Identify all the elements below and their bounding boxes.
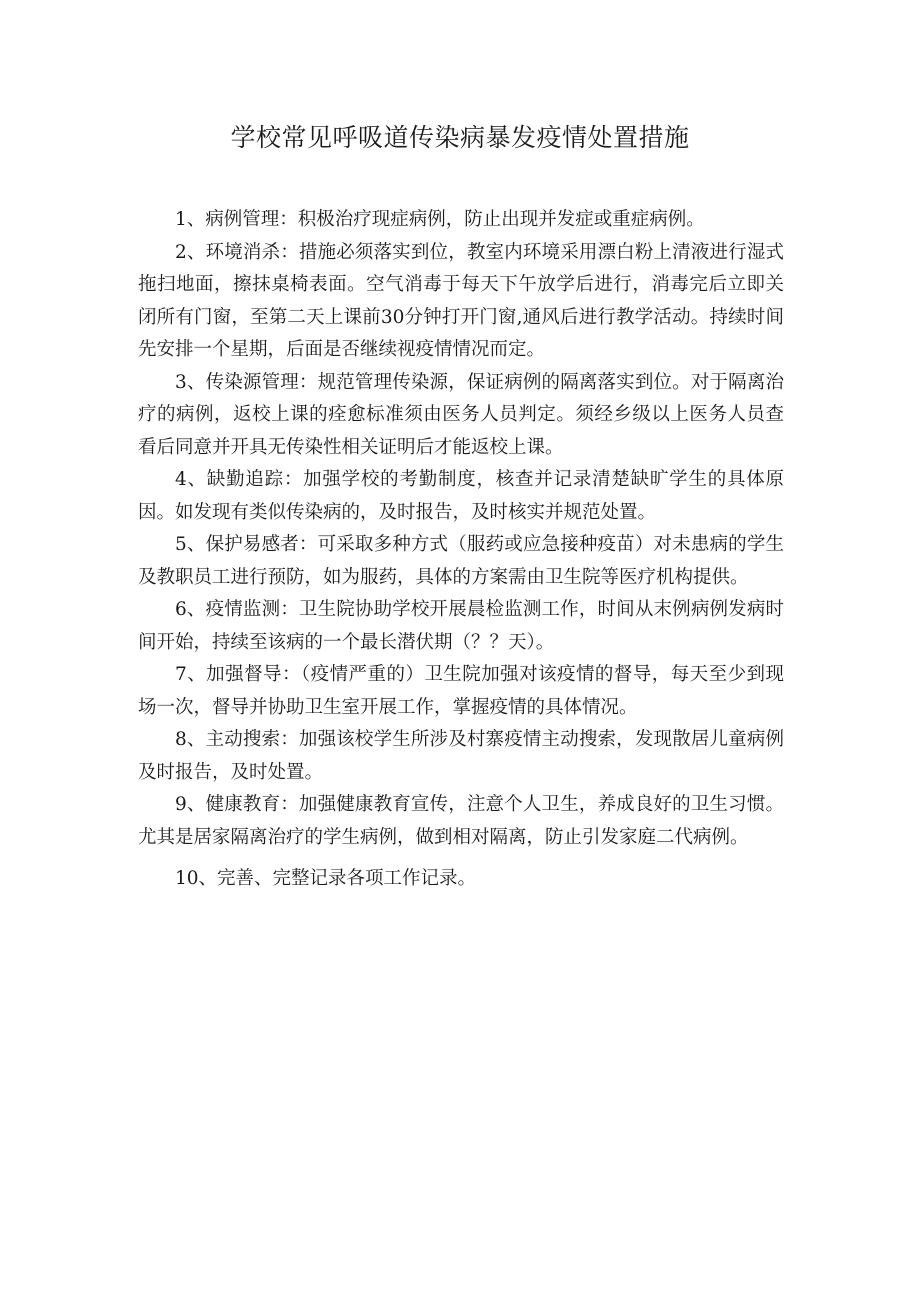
paragraph-case-management: 1、病例管理：积极治疗现症病例，防止出现并发症或重症病例。	[175, 209, 705, 230]
paragraph-health-education: 9、健康教育：加强健康教育宣传，注意个人卫生，养成良好的卫生习惯。尤其是居家隔离治疗的学生病例，做到相对隔离，防止引发家庭二代病例。	[138, 794, 784, 848]
paragraph-protect-susceptible: 5、保护易感者：可采取多种方式（服药或应急接种疫苗）对未患病的学生及教职员工进行预防，如为服药，具体的方案需由卫生院等医疗机构提供。	[138, 534, 784, 588]
paragraph-records: 10、完善、完整记录各项工作记录。	[175, 868, 477, 889]
paragraph-absence-tracking: 4、缺勤追踪：加强学校的考勤制度，核查并记录清楚缺旷学生的具体原因。如发现有类似传染病的，及时报告，及时核实并规范处置。	[138, 469, 784, 523]
paragraph-active-search: 8、主动搜索：加强该校学生所涉及村寨疫情主动搜索，发现散居儿童病例及时报告，及时处置。	[138, 729, 784, 783]
document-body	[138, 204, 784, 896]
paragraph-supervision: 7、加强督导：（疫情严重的）卫生院加强对该疫情的督导，每天至少到现场一次，督导并协助卫生室开展工作，掌握疫情的具体情况。	[138, 664, 784, 718]
paragraph-source-management: 3、传染源管理：规范管理传染源，保证病例的隔离落实到位。对于隔离治疗的病例，返校上课的痊愈标准须由医务人员判定。须经乡级以上医务人员查看后同意并开具无传染性相关证明后才能返校上课。	[138, 371, 784, 458]
paragraph-disinfection: 2、环境消杀：措施必须落实到位，教室内环境采用漂白粉上清液进行湿式拖扫地面，擦抹桌椅表面。空气消毒于每天下午放学后进行，消毒完后立即关闭所有门窗，至第二天上课前30分钟打开门窗,通风后进行教学活动。持续时间先安排一个星期，后面是否继续视疫情情况而定。	[138, 241, 784, 360]
document-title: 学校常见呼吸道传染病暴发疫情处置措施	[230, 123, 690, 152]
paragraph-monitoring: 6、疫情监测：卫生院协助学校开展晨检监测工作，时间从末例病例发病时间开始，持续至该病的一个最长潜伏期（？？天）。	[138, 599, 784, 653]
